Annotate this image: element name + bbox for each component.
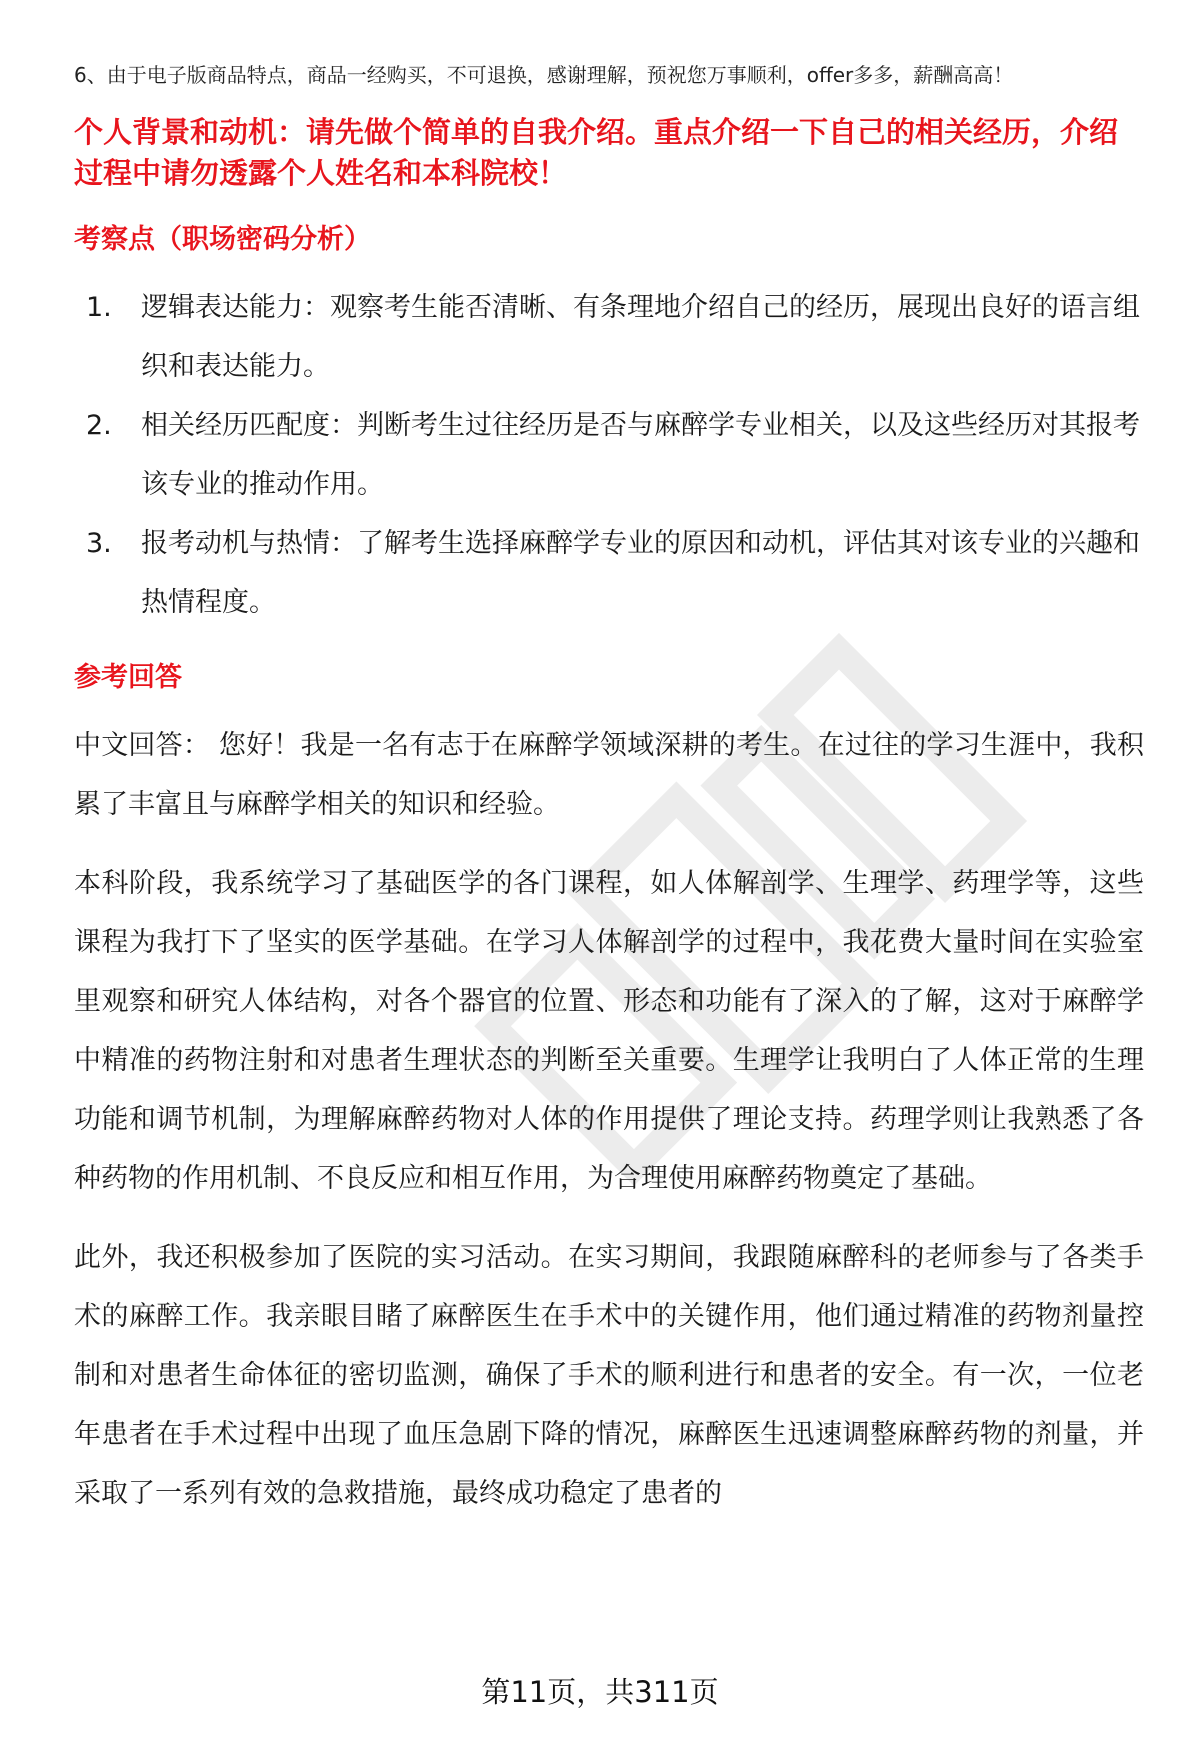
assessment-point bbox=[86, 396, 1144, 514]
point-text: 相关经历匹配度：判断考生过往经历是否与麻醉学专业相关，以及这些经历对其报考该专业的推动作用。 bbox=[141, 410, 1140, 500]
answer-paragraph: 中文回答： 您好！我是一名有志于在麻醉学领域深耕的考生。在过往的学习生涯中，我积累了丰富且与麻醉学相关的知识和经验。 bbox=[74, 730, 1144, 820]
interview-question: 个人背景和动机：请先做个简单的自我介绍。重点介绍一下自己的相关经历，介绍过程中请勿透露个人姓名和本科院校！ bbox=[74, 115, 1119, 190]
assessment-point bbox=[86, 278, 1144, 396]
page-footer: 第11页，共311页 bbox=[481, 1675, 719, 1709]
assessment-point bbox=[86, 514, 1144, 632]
point-number: 2. bbox=[86, 410, 112, 441]
purchase-notice: 6、由于电子版商品特点，商品一经购买，不可退换，感谢理解，预祝您万事顺利，offer多多，薪酬高高！ bbox=[74, 63, 1014, 87]
document-content bbox=[74, 58, 1144, 1543]
point-text: 报考动机与热情：了解考生选择麻醉学专业的原因和动机，评估其对该专业的兴趣和热情程度。 bbox=[141, 528, 1140, 618]
point-number: 1. bbox=[86, 292, 112, 323]
answer-paragraph: 本科阶段，我系统学习了基础医学的各门课程，如人体解剖学、生理学、药理学等，这些课程为我打下了坚实的医学基础。在学习人体解剖学的过程中，我花费大量时间在实验室里观察和研究人体结构，对各个器官的位置、形态和功能有了深入的了解，这对于麻醉学中精准的药物注射和对患者生理状态的判断至关重要。生理学让我明白了人体正常的生理功能和调节机制，为理解麻醉药物对人体的作用提供了理论支持。药理学则让我熟悉了各种药物的作用机制、不良反应和相互作用，为合理使用麻醉药物奠定了基础。 bbox=[74, 868, 1144, 1194]
assessment-points bbox=[74, 278, 1144, 632]
answer-paragraph: 此外，我还积极参加了医院的实习活动。在实习期间，我跟随麻醉科的老师参与了各类手术的麻醉工作。我亲眼目睹了麻醉医生在手术中的关键作用，他们通过精准的药物剂量控制和对患者生命体征的密切监测，确保了手术的顺利进行和患者的安全。有一次，一位老年患者在手术过程中出现了血压急剧下降的情况，麻醉医生迅速调整麻醉药物的剂量，并采取了一系列有效的急救措施，最终成功稳定了患者的 bbox=[74, 1242, 1144, 1509]
assessment-title: 考察点（职场密码分析） bbox=[74, 224, 371, 255]
point-number: 3. bbox=[86, 528, 112, 559]
answer-title: 参考回答 bbox=[74, 662, 182, 693]
point-text: 逻辑表达能力：观察考生能否清晰、有条理地介绍自己的经历，展现出良好的语言组织和表达能力。 bbox=[141, 292, 1140, 382]
